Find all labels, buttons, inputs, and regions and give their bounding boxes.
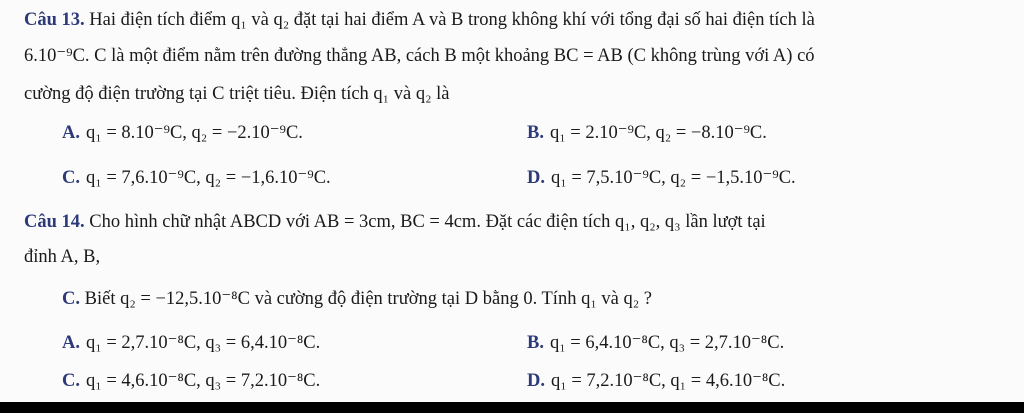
bottom-border <box>0 402 1024 413</box>
q13-option-a[interactable] <box>62 122 303 144</box>
q13-line-3: cường độ điện trường tại C triệt tiêu. Điện tích q₁ và q₂ là <box>24 84 450 104</box>
q13-option-d-letter: D. <box>527 168 545 188</box>
q13-option-b-text: q₁ = 2.10⁻⁹C, q₂ = −8.10⁻⁹C. <box>549 123 767 143</box>
q14-option-b[interactable] <box>527 332 784 354</box>
q14-text-1: Cho hình chữ nhật ABCD với AB = 3cm, BC = 4cm. Đặt các điện tích q₁, q₂, q₃ lần lượt tại <box>89 212 766 232</box>
q14-line-1 <box>24 211 1010 233</box>
q14-option-c-letter: C. <box>62 371 80 391</box>
q14-subquestion-text: Biết q₂ = −12,5.10⁻⁸C và cường độ điện trường tại D bằng 0. Tính q₁ và q₂ ? <box>84 289 653 309</box>
q14-option-a-letter: A. <box>62 333 80 353</box>
q14-option-d-text: q₁ = 7,2.10⁻⁸C, q₁ = 4,6.10⁻⁸C. <box>551 371 786 391</box>
q14-option-b-letter: B. <box>527 333 544 353</box>
q13-option-d[interactable] <box>527 167 796 189</box>
q13-option-c-text: q₁ = 7,6.10⁻⁹C, q₂ = −1,6.10⁻⁹C. <box>86 168 331 188</box>
q13-option-a-text: q₁ = 8.10⁻⁹C, q₂ = −2.10⁻⁹C. <box>86 123 303 143</box>
q14-option-d-letter: D. <box>527 371 545 391</box>
q14-label: Câu 14. <box>24 212 85 232</box>
q13-option-b-letter: B. <box>527 123 544 143</box>
q13-option-a-letter: A. <box>62 123 80 143</box>
q14-subquestion <box>62 288 1010 310</box>
q14-option-b-text: q₁ = 6,4.10⁻⁸C, q₃ = 2,7.10⁻⁸C. <box>549 333 785 353</box>
q13-option-d-text: q₁ = 7,5.10⁻⁹C, q₂ = −1,5.10⁻⁹C. <box>551 168 796 188</box>
q13-option-c[interactable] <box>62 167 331 189</box>
q13-line-1 <box>24 9 1010 31</box>
q14-option-a-text: q₁ = 2,7.10⁻⁸C, q₃ = 6,4.10⁻⁸C. <box>86 333 321 353</box>
q14-option-a[interactable] <box>62 332 320 354</box>
q13-label: Câu 13. <box>24 10 85 30</box>
q13-text-1: Hai điện tích điểm q₁ và q₂ đặt tại hai điểm A và B trong không khí với tổng đại số hai điện tích là <box>89 10 815 30</box>
q14-option-d[interactable] <box>527 370 785 392</box>
q14-option-c-text: q₁ = 4,6.10⁻⁸C, q₃ = 7,2.10⁻⁸C. <box>86 371 321 391</box>
q14-line-2: đỉnh A, B, <box>24 247 101 267</box>
q13-option-c-letter: C. <box>62 168 80 188</box>
q13-option-b[interactable] <box>527 122 767 144</box>
q13-line-2: 6.10⁻⁹C. C là một điểm nằm trên đường thẳng AB, cách B một khoảng BC = AB (C không trùng với A) có <box>24 46 815 66</box>
q14-subquestion-label: C. <box>62 289 80 309</box>
q14-option-c[interactable] <box>62 370 320 392</box>
